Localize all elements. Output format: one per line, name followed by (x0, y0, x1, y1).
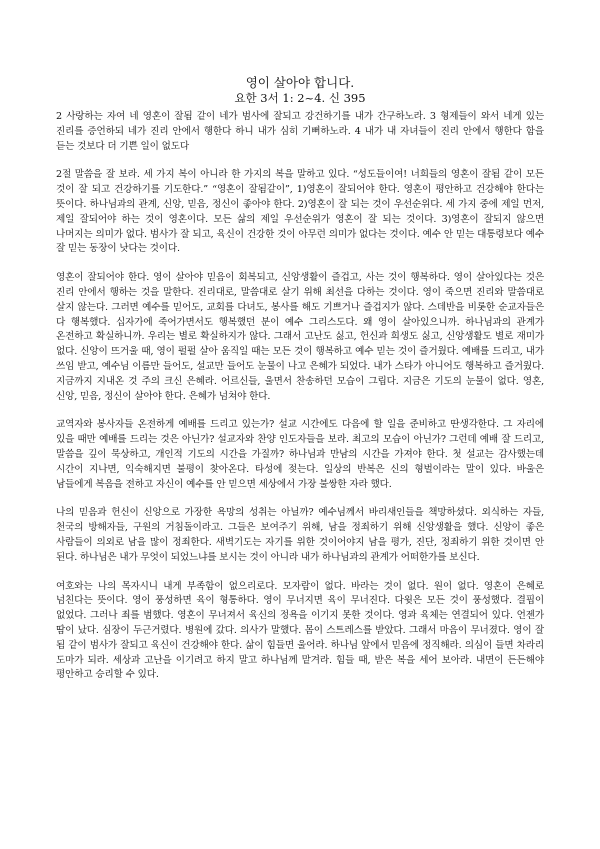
document-page (56, 74, 544, 697)
body-paragraph-5: 여호와는 나의 목자시니 내게 부족함이 없으리로다. 모자람이 없다. 바라는 것이 없다. 원이 없다. 영혼이 은혜로 넘친다는 뜻이다. 영이 풍성하면 육이 형통하다. 영이 무너지면 육이 무너진다. 다윗은 모든 것이 풍성했다. 결핍이 없었다. 그러나 죄를 범했다. 영혼이 무너져서 육신의 정욕을 이기지 못한 것이다. 영과 육체는 연결되어 있다. 언젠가 땀이 났다. 심장이 두근거렸다. 병원에 갔다. 의사가 말했다. 몸이 스트레스를 받았다. 그래서 마음이 무너졌다. 영이 잘 됨 같이 범사가 잘되고 육신이 건강해야 한다. 삶이 힘들면 울어라. 하나님 앞에서 믿음에 정직해라. 의심이 들면 차라리 도마가 되라. 세상과 고난을 이기려고 하지 말고 하나님께 맡겨라. 힘들 때, 받은 복을 세어 보아라. 내면이 든든해야 평안하고 승리할 수 있다. (56, 580, 544, 681)
scripture-reference: 요한 3서 1: 2~4. 신 395 (234, 91, 366, 105)
body-paragraph-3: 교역자와 봉사자들 온전하게 예배를 드리고 있는가? 설교 시간에도 다음에 할 일을 준비하고 딴생각한다. 그 자리에 있을 때만 예배를 드리는 것은 아닌가? 설교자와 찬양 인도자들을 보라. 최고의 모습이 아닌가? 그런데 예배 잘 드리고, 말씀을 깊이 묵상하고, 개인적 기도의 시간을 가질까? 하나님과 만남의 시간을 가져야 한다. 첫 설교는 감사했는데 시간이 지나면, 익숙해지면 불평이 찾아온다. 타성에 젖는다. 일상의 반복은 신의 형벌이라는 말이 있다. 바울은 남들에게 복음을 전하고 자신이 예수를 안 믿으면 세상에서 가장 불쌍한 자라 했다. (56, 419, 544, 490)
sermon-title: 영이 살아야 합니다. (245, 75, 355, 90)
body-paragraph-2: 영혼이 잘되어야 한다. 영이 살아야 믿음이 회복되고, 신앙생활이 즐겁고, 사는 것이 행복하다. 영이 살아있다는 것은 진리 안에서 행하는 것을 말한다. 진리대로, 말씀대로 살기 위해 최선을 다하는 것이다. 영이 죽으면 진리와 말씀대로 살지 않는다. 그러면 예수를 믿어도, 교회를 다녀도, 봉사를 해도 기쁘거나 즐겁지가 않다. 스데반을 비롯한 순교자들은 다 행복했다. 십자가에 죽어가면서도 행복했던 분이 예수 그리스도다. 왜 영이 살아있으니까. 하나님과의 관계가 온전하고 확실하니까. 우리는 별로 확실하지가 않다. 그래서 고난도 싫고, 헌신과 희생도 싫고, 신앙생활도 별로 재미가 없다. 신앙이 뜨거울 때, 영이 펄펄 살아 움직일 때는 모든 것이 행복하고 예수 믿는 것이 즐거웠다. 예배를 드리고, 내가 쓰임 받고, 예수님 이름만 들어도, 설교만 들어도 눈물이 나고 은혜가 되었다. 내가 스타가 아니어도 행복하고 즐거웠다. 지금까지 지내온 것 주의 크신 은혜라. 어르신들, 울면서 찬송하던 모습이 그립다. 지금은 기도의 눈물이 없다. 영혼, 신앙, 믿음, 정신이 살아야 한다. 은혜가 넘쳐야 한다. (56, 272, 544, 402)
scripture-paragraph: 2 사랑하는 자여 네 영혼이 잘됨 같이 네가 범사에 잘되고 강건하기를 내가 간구하노라. 3 형제들이 와서 네게 있는 진리를 증언하되 네가 진리 안에서 행한다 하니 내가 심히 기뻐하노라. 4 내가 내 자녀들이 진리 안에서 행한다 함을 듣는 것보다 더 기쁜 일이 없도다 (56, 111, 544, 152)
body-paragraph-4: 나의 믿음과 헌신이 신앙으로 가장한 욕망의 성취는 아닐까? 예수님께서 바리새인들을 책망하셨다. 외식하는 자들, 천국의 방해자들, 구원의 거침돌이라고. 그들은 보여주기 위해, 남을 정죄하기 위해 신앙생활을 했다. 신앙이 좋은 사람들이 의외로 남을 많이 정죄한다. 새벽기도는 자기를 위한 것이어야지 남을 평가, 진단, 정죄하기 위한 것이면 안 된다. 하나님은 내가 무엇이 되었느냐를 보시는 것이 아니라 내가 하나님과의 관계가 어떠한가를 보신다. (56, 507, 544, 563)
body-paragraph-1: 2절 말씀을 잘 보라. 세 가지 복이 아니라 한 가지의 복을 말하고 있다. “성도들이여! 너희들의 영혼이 잘됨 같이 모든 것이 잘 되고 건강하기를 기도한다.” “영혼이 잘됨같이”, 1)영혼이 잘되어야 한다. 영혼이 평안하고 건강해야 한다는 뜻이다. 하나님과의 관계, 신앙, 믿음, 정신이 좋아야 한다. 2)영혼이 잘 되는 것이 우선순위다. 세 가지 중에 제일 먼저, 제일 잘되어야 하는 것이 영혼이다. 모든 삶의 제일 우선순위가 영혼이 잘 되는 것이다. 3)영혼이 잘되지 않으면 나머지는 의미가 없다. 범사가 잘 되고, 육신이 건강한 것이 아무런 의미가 없다는 것이다. 예수 안 믿는 대통령보다 예수 잘 믿는 동장이 낫다는 것이다. (56, 169, 544, 255)
